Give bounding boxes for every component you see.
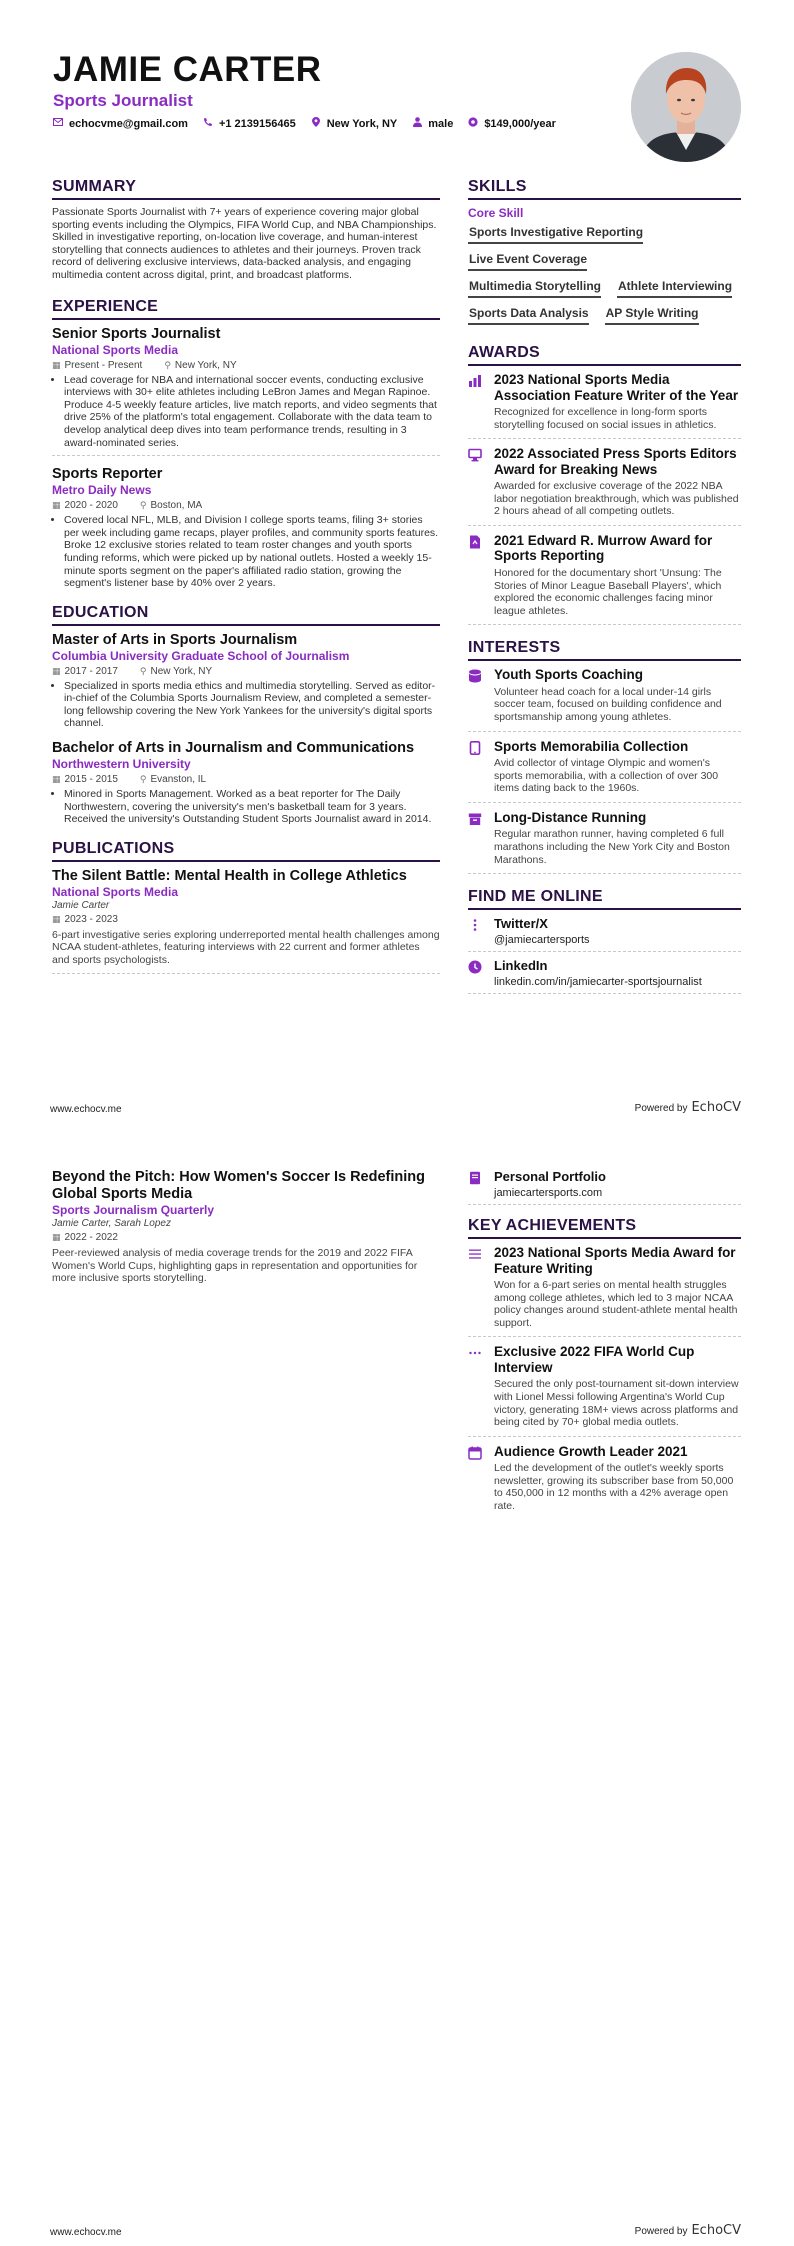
award-title: 2021 Edward R. Murrow Award for Sports Reporting — [494, 532, 713, 564]
online-value[interactable]: jamiecartersports.com — [494, 1187, 603, 1199]
location-icon: ⚲ — [139, 665, 147, 676]
achievement-item — [468, 1245, 741, 1337]
education-bullets — [52, 680, 440, 730]
candidate-name: JAMIE CARTER — [53, 50, 322, 89]
contact-gender — [412, 117, 453, 130]
interests-section — [468, 639, 741, 874]
profile-photo — [631, 52, 741, 162]
tablet-icon — [468, 741, 482, 795]
online-item[interactable] — [468, 1169, 741, 1205]
education-entry — [52, 632, 440, 730]
publication-authors: Jamie Carter — [52, 899, 110, 911]
degree-title: Master of Arts in Sports Journalism — [52, 631, 298, 648]
resume-page-2 — [0, 1123, 794, 2246]
experience-entry — [52, 326, 440, 457]
achievement-title: Exclusive 2022 FIFA World Cup Interview — [494, 1344, 695, 1375]
achievement-item — [468, 1444, 741, 1520]
calendar-icon: ▦ — [52, 1232, 61, 1242]
calendar-icon: ▦ — [52, 774, 61, 785]
award-title: 2023 National Sports Media Association Feature Writer of the Year — [494, 372, 739, 403]
location-icon — [311, 117, 321, 130]
employer: National Sports Media — [52, 342, 179, 357]
publication-desc: Peer-reviewed analysis of media coverage trends for the 2019 and 2022 FIFA Women's World Cups, highlighting gaps in representation and opportunities for more inclusive sports storytelling. — [52, 1247, 418, 1285]
job-location: New York, NY — [174, 359, 237, 371]
education-bullet: • Specialized in sports media ethics and multimedia storytelling. Served as editor-in-chief of the Columbia Sports Journalism Review, and completed a semester-long fellowship covering the New York Yankees for the university's digital sports channel. — [64, 680, 440, 730]
publication-title: Beyond the Pitch: How Women's Soccer Is Redefining Global Sports Media — [52, 1169, 425, 1202]
publication-entry — [52, 868, 440, 974]
degree-title: Bachelor of Arts in Journalism and Communications — [52, 740, 415, 757]
online-heading: FIND ME ONLINE — [468, 888, 741, 910]
contact-email[interactable] — [53, 118, 188, 130]
interest-item — [468, 810, 741, 874]
document-icon — [468, 535, 482, 617]
job-bullet: • Lead coverage for NBA and international soccer events, conducting exclusive interviews with 30+ elite athletes including LeBron James and Megan Rapinoe. Produce 4-5 weekly feature articles, live match reports, and video segments that drive 25% of the platform's total engagement. Collaborate with the data team to develop analytical deep dives into team performance trends, resulting in 3 award-nominated series. — [64, 374, 440, 450]
publication-title: The Silent Battle: Mental Health in College Athletics — [52, 867, 407, 884]
award-item — [468, 372, 741, 439]
publication-dates: 2022 - 2022 — [64, 1232, 118, 1243]
education-meta — [52, 773, 440, 786]
resume-header — [53, 50, 613, 130]
brand-logo[interactable]: EchoCV — [691, 1100, 741, 1115]
skill-list — [468, 222, 741, 330]
publication-authors: Jamie Carter, Sarah Lopez — [52, 1218, 171, 1229]
interest-desc: Volunteer head coach for a local under-14 girls soccer team, focused on building confidence and sportsmanship among young athletes. — [494, 685, 722, 724]
footer-powered — [635, 1100, 741, 1115]
interest-title: Sports Memorabilia Collection — [494, 738, 689, 754]
awards-heading: AWARDS — [468, 344, 741, 366]
publication-entry — [52, 1169, 440, 1285]
online-title: LinkedIn — [494, 958, 548, 974]
job-bullets — [52, 514, 440, 590]
skill-tag: Multimedia Storytelling — [468, 276, 601, 298]
award-desc: Awarded for exclusive coverage of the 2022 NBA labor negotiation breakthrough, which was published 2 hours ahead of all competing outlets. — [494, 480, 739, 518]
more-vertical-icon — [468, 919, 482, 936]
contact-salary-value: $149,000/year — [484, 117, 556, 130]
location-icon: ⚲ — [139, 774, 147, 785]
online-section — [468, 888, 741, 994]
job-title: Sports Reporter — [52, 466, 163, 483]
right-column — [468, 178, 741, 1000]
salary-icon — [468, 117, 478, 130]
online-title: Twitter/X — [494, 916, 548, 932]
skill-category: Core Skill — [468, 206, 524, 220]
job-dates: 2020 - 2020 — [64, 500, 118, 512]
brand-logo[interactable]: EchoCV — [691, 2223, 741, 2238]
publications-section — [52, 840, 440, 974]
skill-tag: Sports Data Analysis — [468, 303, 589, 325]
calendar-icon — [468, 1446, 482, 1513]
summary-text: Passionate Sports Journalist with 7+ years of experience covering major global sporting events including the Olympics, FIFA World Cup, and NBA Championships. Skilled in investigative reporting, on-location live coverage, and human-interest storytelling that connects audiences to athletes and their journeys. Proven track record of delivering exclusive interviews, data-backed analysis, and engaging multimedia content across digital, print, and broadcast platforms. — [52, 206, 437, 281]
menu-icon — [468, 1247, 482, 1329]
job-meta — [52, 359, 440, 372]
education-dates: 2015 - 2015 — [64, 774, 118, 786]
achievement-desc: Won for a 6-part series on mental health struggles among college athletes, which led to 3 major NCAA policy changes around student-athlete mental health support. — [494, 1279, 738, 1329]
contact-gender-value: male — [428, 117, 454, 130]
publications-heading: PUBLICATIONS — [52, 840, 440, 862]
contact-location — [311, 117, 398, 130]
education-location: Evanston, IL — [150, 774, 207, 786]
education-entry — [52, 740, 440, 826]
calendar-icon: ▦ — [52, 500, 61, 511]
summary-section — [52, 178, 440, 282]
school-name: Northwestern University — [52, 757, 191, 772]
online-value[interactable]: linkedin.com/in/jamiecarter-sportsjournalist — [494, 976, 702, 989]
powered-by-label: Powered by — [634, 1103, 688, 1114]
skill-tag: Live Event Coverage — [468, 249, 587, 271]
education-bullet: • Minored in Sports Management. Worked as a beat reporter for The Daily Northwestern, covering the university's men's basketball team for 3 years. Received the university's Outstanding Student Sports Journalist award in 2014. — [64, 788, 440, 826]
achievement-desc: Secured the only post-tournament sit-down interview with Lionel Messi following Argentina's World Cup victory, generating 18M+ views across platforms and being cited by 70+ global media outlets. — [494, 1378, 739, 1429]
school-name: Columbia University Graduate School of Journalism — [52, 648, 350, 663]
job-meta — [52, 499, 440, 512]
right-column — [468, 1169, 741, 1527]
left-column — [52, 178, 440, 984]
job-dates: Present - Present — [64, 359, 143, 371]
experience-heading: EXPERIENCE — [52, 298, 440, 320]
employer: Metro Daily News — [52, 483, 152, 498]
archive-icon — [468, 812, 482, 866]
job-title: Senior Sports Journalist — [52, 325, 221, 342]
footer-website[interactable]: www.echocv.me — [50, 2227, 122, 2238]
contact-phone-value: +1 2139156465 — [218, 117, 296, 130]
location-icon: ⚲ — [164, 359, 171, 370]
more-horizontal-icon — [468, 1346, 482, 1428]
online-title: Personal Portfolio — [494, 1169, 606, 1184]
education-location: New York, NY — [150, 665, 213, 677]
footer-powered — [635, 2223, 741, 2238]
achievement-desc: Led the development of the outlet's weekly sports newsletter, growing its subscriber base from 50,000 to 450,000 in 12 months with a 42% average open rate. — [494, 1462, 734, 1513]
location-icon: ⚲ — [139, 500, 147, 511]
awards-section — [468, 344, 741, 625]
candidate-title: Sports Journalist — [53, 91, 193, 110]
award-desc: Recognized for excellence in long-form sports storytelling focused on social issues in athletics. — [494, 406, 717, 431]
achievement-item — [468, 1344, 741, 1436]
experience-section — [52, 298, 440, 590]
calendar-icon: ▦ — [52, 913, 61, 924]
footer-website[interactable]: www.echocv.me — [50, 1104, 122, 1115]
online-item[interactable] — [468, 916, 741, 952]
database-icon — [468, 669, 482, 723]
publication-meta — [52, 1231, 440, 1244]
achievements-section — [468, 1217, 741, 1520]
contact-location-value: New York, NY — [326, 117, 398, 130]
person-icon — [412, 117, 422, 130]
monitor-icon — [468, 448, 482, 518]
job-location: Boston, MA — [150, 500, 203, 512]
award-title: 2022 Associated Press Sports Editors Award for Breaking News — [494, 446, 737, 477]
publication-dates: 2023 - 2023 — [64, 913, 118, 925]
achievements-heading: KEY ACHIEVEMENTS — [468, 1217, 741, 1239]
experience-entry — [52, 466, 440, 590]
award-item — [468, 533, 741, 625]
powered-by-label: Powered by — [634, 2226, 688, 2237]
skill-tag: Sports Investigative Reporting — [468, 222, 643, 244]
contact-bar — [53, 117, 613, 130]
calendar-icon: ▦ — [52, 359, 61, 370]
education-meta — [52, 665, 440, 678]
linkedin-icon — [468, 961, 482, 978]
interest-item — [468, 667, 741, 731]
online-item[interactable] — [468, 958, 741, 994]
interest-title: Youth Sports Coaching — [494, 667, 643, 683]
interest-title: Long-Distance Running — [494, 809, 647, 825]
interest-item — [468, 739, 741, 803]
skill-tag: Athlete Interviewing — [617, 276, 732, 298]
award-desc: Honored for the documentary short 'Unsung: The Stories of Minor League Baseball Players', which explored the economic challenges facing minor league athletes. — [494, 566, 722, 617]
job-bullets — [52, 374, 440, 450]
skill-tag: AP Style Writing — [605, 303, 699, 325]
achievement-title: 2023 National Sports Media Award for Feature Writing — [494, 1245, 736, 1276]
job-bullet: • Covered local NFL, MLB, and Division I college sports teams, filing 3+ stories per week including game recaps, player profiles, and community sports features. Broke 12 exclusive stories related to team roster changes and youth sports funding reforms, which were picked up by national outlets. Hosted a weekly 15-minute sports segment on the paper's affiliated radio station, growing the segment's listener base by 40% over 2 years. — [64, 514, 440, 590]
contact-phone[interactable] — [203, 117, 296, 130]
publication-desc: 6-part investigative series exploring underreported mental health challenges among NCAA student-athletes, featuring interviews with 22 current and former athletes and sports psychologists. — [52, 928, 440, 967]
achievement-title: Audience Growth Leader 2021 — [494, 1443, 688, 1459]
award-item — [468, 446, 741, 526]
contact-salary — [468, 117, 556, 130]
interest-desc: Avid collector of vintage Olympic and women's sports memorabilia, with a collection of over 300 items dating back to the 1960s. — [494, 757, 719, 795]
education-bullets — [52, 788, 440, 826]
calendar-icon: ▦ — [52, 665, 61, 676]
summary-heading: SUMMARY — [52, 178, 440, 200]
publication-meta — [52, 913, 440, 926]
education-dates: 2017 - 2017 — [64, 665, 118, 677]
book-icon — [468, 1172, 482, 1189]
skills-heading: SKILLS — [468, 178, 741, 200]
online-value[interactable]: @jamiecartersports — [494, 934, 590, 947]
education-heading: EDUCATION — [52, 604, 440, 626]
email-icon — [53, 118, 63, 129]
education-section — [52, 604, 440, 826]
phone-icon — [203, 117, 213, 130]
bar-chart-icon — [468, 374, 482, 431]
contact-email-value: echocvme@gmail.com — [69, 117, 188, 130]
skills-section — [468, 178, 741, 330]
publisher: National Sports Media — [52, 884, 179, 899]
publisher: Sports Journalism Quarterly — [52, 1203, 215, 1217]
left-column — [52, 1169, 440, 1295]
interests-heading: INTERESTS — [468, 639, 741, 661]
interest-desc: Regular marathon runner, having completed 6 full marathons including the New York City and Boston Marathons. — [494, 828, 730, 866]
